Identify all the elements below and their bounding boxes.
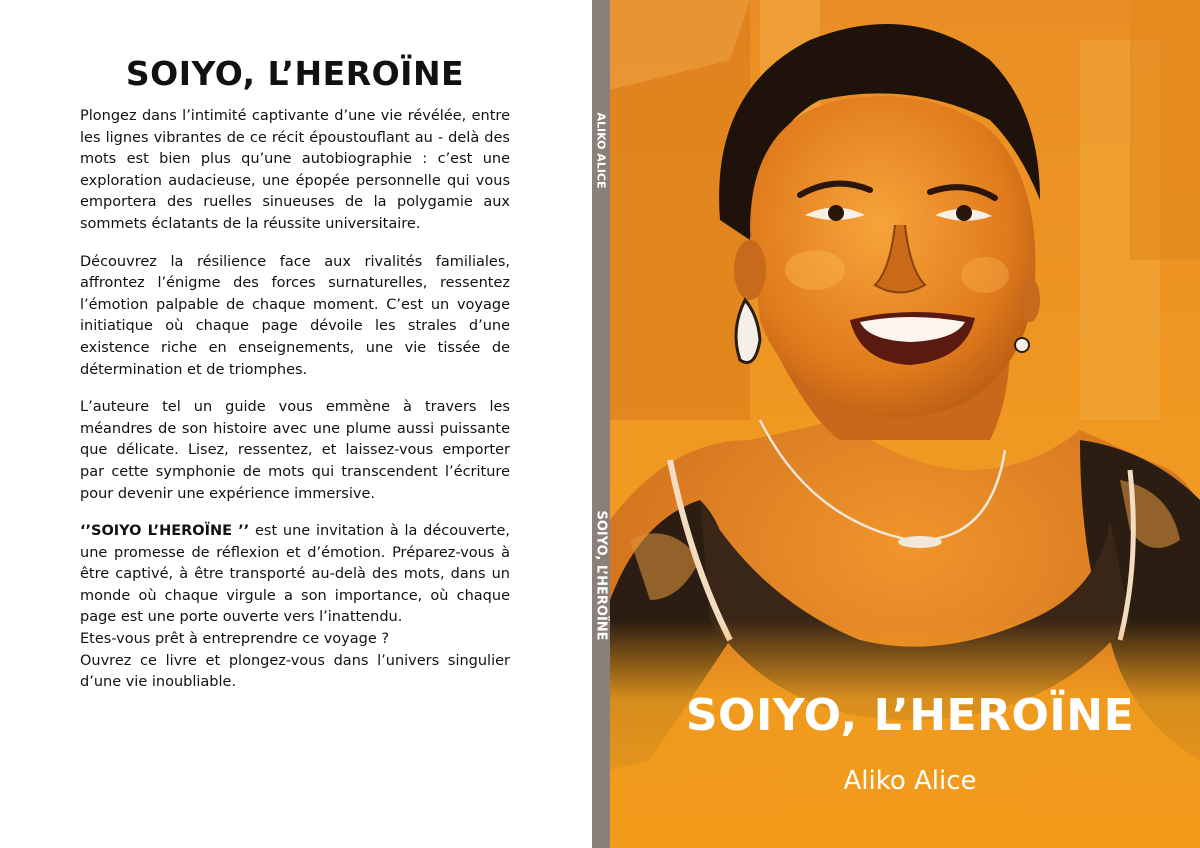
front-cover-title: SOIYO, L’HEROÏNE bbox=[685, 690, 1135, 741]
spine-title: SOIYO, L’HEROÏNE bbox=[593, 509, 609, 641]
blurb-paragraph-1: Plongez dans l’intimité captivante d’une vie révélée, entre les lignes vibrantes de ce récit époustouflant au - delà des mots est bien plus qu’une autobiographie : c’est une exploration audacieuse, une épopée personnelle qui vous emportera des ruelles sinueuses de la polygamie aux sommets éclatants de la réussite universitaire. bbox=[80, 108, 510, 232]
blurb-paragraph-4-text: est une invitation à la découverte, une promesse de réflexion et d’émotion. Préparez-vous à être captivé, à être transporté au-delà des mots, dans un monde où chaque virgule a son importance, où chaque page est une porte ouverte vers l’inattendu. bbox=[80, 523, 511, 626]
blurb-question: Etes-vous prêt à entreprendre ce voyage ? bbox=[80, 631, 390, 648]
back-cover-title: SOIYO, L’HEROÏNE bbox=[125, 54, 465, 93]
blurb-paragraph-4 bbox=[80, 521, 510, 629]
blurb-book-title: ‘’SOIYO L’HEROÏNE ’’ bbox=[80, 523, 250, 540]
front-cover bbox=[610, 0, 1200, 848]
blurb-paragraph-3: L’auteure tel un guide vous emmène à travers les méandres de son histoire avec une plume aussi puissante que délicate. Lisez, ressentez, et laissez-vous emporter par cette symphonie de mots qui transcendent l’écriture pour devenir une expérience immersive. bbox=[80, 399, 510, 502]
spine-author: ALIKO ALICE bbox=[594, 111, 608, 189]
back-cover bbox=[0, 0, 592, 848]
blurb-paragraph-6: Ouvrez ce livre et plongez-vous dans l’univers singulier d’une vie inoubliable. bbox=[80, 652, 510, 691]
front-cover-author: Aliko Alice bbox=[843, 766, 977, 796]
back-cover-blurb bbox=[80, 106, 510, 694]
blurb-paragraph-2: Découvrez la résilience face aux rivalités familiales, affrontez l’énigme des forces surnaturelles, ressentez l’émotion palpable de chaque moment. C’est un voyage initiatique où chaque page dévoile les strales d’une existence riche en enseignements, une vie tissée de détermination et de triomphes. bbox=[80, 253, 510, 378]
book-spine bbox=[592, 0, 610, 848]
